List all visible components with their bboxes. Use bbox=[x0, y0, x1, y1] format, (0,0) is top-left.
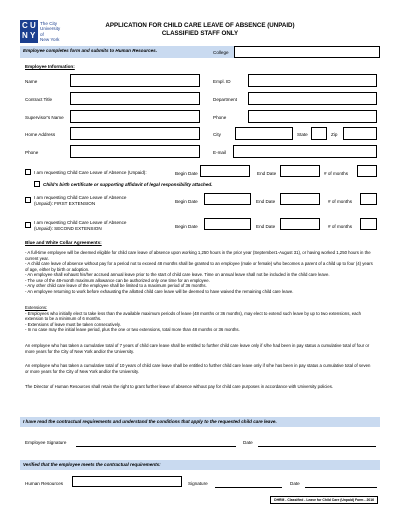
home-address-field[interactable] bbox=[70, 127, 200, 140]
months-label-3: # of months bbox=[328, 224, 353, 229]
logo-letter-u: U bbox=[30, 21, 36, 30]
contract-title-field[interactable] bbox=[70, 92, 200, 105]
months-field-3[interactable] bbox=[360, 218, 377, 230]
extension-bullet: - In no case may the initial leave period, plus the one or two extensions, total more than 48 months or 36 months. bbox=[25, 327, 240, 333]
supervisor-name-field[interactable] bbox=[70, 110, 200, 123]
agreement-bullet: - A full-time employee will be deemed eligible for child care leave of absence upon working 1,250 hours in the prior year (September1-August 31), or having worked 1,250 hours in the current year. bbox=[25, 250, 371, 261]
end-date-field-3[interactable] bbox=[280, 218, 320, 230]
verification-text: Verified that the employee meets the contractual requirements: bbox=[23, 462, 161, 467]
logo-letter-c: C bbox=[22, 21, 28, 30]
form-code-footer: DHRM - Classified - Leave for Child Care (Unpaid) Form - 2016 bbox=[270, 496, 378, 504]
end-date-label-1: End Date bbox=[257, 171, 277, 176]
extensions-heading: Extensions: bbox=[25, 305, 48, 310]
months-label-2: # of months bbox=[328, 199, 353, 204]
first-extension-label-line-2: (Unpaid): FIRST EXTENSION bbox=[34, 201, 96, 206]
birth-certificate-label: Child's birth certificate or supporting affidavit of legal responsibility attached. bbox=[43, 182, 213, 187]
second-extension-label-line-2: (Unpaid): SECOND EXTENSION bbox=[34, 226, 102, 231]
employee-signature-label: Employee Signature bbox=[25, 440, 67, 445]
email-field[interactable] bbox=[233, 145, 377, 158]
logo-line-1: The City bbox=[40, 21, 58, 26]
request-leave-label: I am requesting Child Care Leave of Absence (Unpaid): bbox=[34, 170, 147, 175]
second-extension-checkbox[interactable] bbox=[25, 222, 31, 228]
supervisor-phone-label: Phone bbox=[213, 115, 227, 120]
employee-date-line[interactable] bbox=[258, 446, 376, 447]
second-extension-label-line-1: I am requesting Child Care Leave of Absence bbox=[34, 220, 127, 225]
human-resources-label: Human Resources bbox=[25, 481, 64, 486]
phone-label: Phone bbox=[25, 150, 39, 155]
cuny-logo bbox=[20, 20, 62, 43]
phone-field[interactable] bbox=[70, 145, 200, 158]
name-label: Name bbox=[25, 79, 38, 84]
begin-date-field-1[interactable] bbox=[200, 165, 250, 177]
city-field[interactable] bbox=[235, 127, 293, 140]
end-date-label-2: End Date bbox=[256, 199, 276, 204]
zip-field[interactable] bbox=[343, 127, 377, 140]
begin-date-label-1: Begin Date bbox=[175, 171, 198, 176]
empl-id-field[interactable] bbox=[248, 74, 377, 87]
logo-line-4: New York bbox=[40, 36, 60, 42]
hr-signature-label: Signature bbox=[188, 481, 208, 486]
hr-signature-line[interactable] bbox=[215, 487, 282, 488]
logo-letter-n: N bbox=[22, 31, 28, 40]
begin-date-label-2: Begin Date bbox=[175, 199, 198, 204]
home-address-label: Home Address bbox=[25, 132, 56, 137]
end-date-field-2[interactable] bbox=[280, 193, 320, 205]
first-extension-checkbox[interactable] bbox=[25, 197, 31, 203]
end-date-field-1[interactable] bbox=[280, 165, 320, 177]
extension-bullet: - Extensions of leave must be taken consecutively. bbox=[25, 321, 121, 327]
employee-date-label: Date bbox=[243, 440, 253, 445]
state-label: State bbox=[297, 132, 308, 137]
department-label: Department bbox=[213, 97, 238, 102]
zip-label: Zip bbox=[331, 132, 338, 137]
employee-info-heading: Employee Information: bbox=[25, 64, 75, 69]
logo-line-3: of bbox=[40, 31, 44, 37]
logo-letter-y: Y bbox=[30, 31, 36, 40]
begin-date-label-3: Begin Date bbox=[175, 224, 198, 229]
logo-line-2: University bbox=[40, 26, 61, 32]
form-title-line-1: APPLICATION FOR CHILD CARE LEAVE OF ABSENCE (UNPAID) bbox=[105, 22, 295, 29]
instruction-text: Employee completes form and submits to Human Resources. bbox=[23, 48, 158, 53]
extensions-section bbox=[25, 305, 375, 333]
college-label: College bbox=[213, 50, 229, 55]
hr-date-line[interactable] bbox=[305, 487, 377, 488]
begin-date-field-3[interactable] bbox=[204, 218, 251, 230]
cuny-logo-block bbox=[20, 20, 38, 43]
months-field-2[interactable] bbox=[360, 193, 377, 205]
college-field[interactable] bbox=[234, 46, 380, 58]
logo-text bbox=[40, 21, 70, 42]
hr-date-label: Date bbox=[290, 481, 300, 486]
director-paragraph: The Director of Human Resources shall retain the right to grant further leave of absence without pay for child care purposes in accordance with University policies. bbox=[25, 384, 334, 389]
cumulative-seven-years-paragraph: An employee who has taken a cumulative total of 7 years of child care leave shall be entitled to further child care leave only if s/he had been in pay status a cumulative total of four or more years for the City of New York and/or the University. bbox=[25, 343, 370, 354]
end-date-label-3: End Date bbox=[256, 224, 276, 229]
agreement-bullet: - An employee returning to work before exhausting the allotted child care leave will be deemed to have waived the remaining child care leave. bbox=[25, 289, 294, 295]
email-label: E-mail bbox=[213, 150, 227, 155]
agreement-bullet: - A child care leave of absence without pay for a period not to exceed 48 months shall be granted to an employee (male or female) who becomes a parent of a child up to four (4) years of age, either by birth or adoption. bbox=[25, 261, 373, 272]
agreement-bullet: - An employee shall exhaust his/her accrued annual leave prior to the start of child care leave. Time on annual leave shall not be included in the child care leave. bbox=[25, 272, 330, 278]
form-title bbox=[70, 22, 330, 39]
human-resources-field[interactable] bbox=[72, 476, 182, 487]
months-field-1[interactable] bbox=[357, 165, 377, 177]
months-label-1: # of months bbox=[324, 171, 349, 176]
agreements-heading: Blue and White Collar Agreements: bbox=[25, 240, 102, 245]
contract-title-label: Contract Title bbox=[25, 97, 53, 102]
first-extension-label-line-1: I am requesting Child Care Leave of Absence bbox=[34, 195, 127, 200]
cumulative-ten-years-paragraph: An employee who has taken a cumulative total of 10 years of child care leave shall be entitled to further child care leave only if s/he has been in pay status a cumulative total of seven or more years for the City of New York and/or the University. bbox=[25, 363, 371, 374]
city-label: City bbox=[213, 132, 221, 137]
agreements-bullets bbox=[25, 250, 375, 295]
empl-id-label: Empl. ID bbox=[213, 79, 231, 84]
supervisor-phone-field[interactable] bbox=[248, 110, 377, 123]
department-field[interactable] bbox=[248, 92, 377, 105]
agreement-bullet: - The use of the 48-month maximum allowance can be authorized only one time for an employee. bbox=[25, 277, 210, 283]
employee-signature-line[interactable] bbox=[76, 446, 236, 447]
birth-certificate-checkbox[interactable] bbox=[34, 181, 40, 187]
agreement-bullet: - Any other child care leave of the employee shall be limited to a maximum period of 36 months. bbox=[25, 283, 207, 289]
state-field[interactable] bbox=[311, 127, 327, 140]
supervisor-name-label: Supervisor's Name bbox=[25, 115, 64, 120]
request-leave-checkbox[interactable] bbox=[25, 169, 31, 175]
form-title-line-2: CLASSIFIED STAFF ONLY bbox=[161, 30, 239, 38]
extension-bullet: - Employees who initially elect to take less than the available maximum periods of leave (48 months or 36 months), may elect to extend such leave by up to two extensions, each extension to be a minimum of 6 months. bbox=[25, 310, 362, 322]
begin-date-field-2[interactable] bbox=[204, 193, 251, 205]
name-field[interactable] bbox=[70, 74, 200, 87]
acknowledgement-text: I have read the contractual requirements and understand the conditions that apply to the requested child care leave. bbox=[23, 419, 277, 424]
